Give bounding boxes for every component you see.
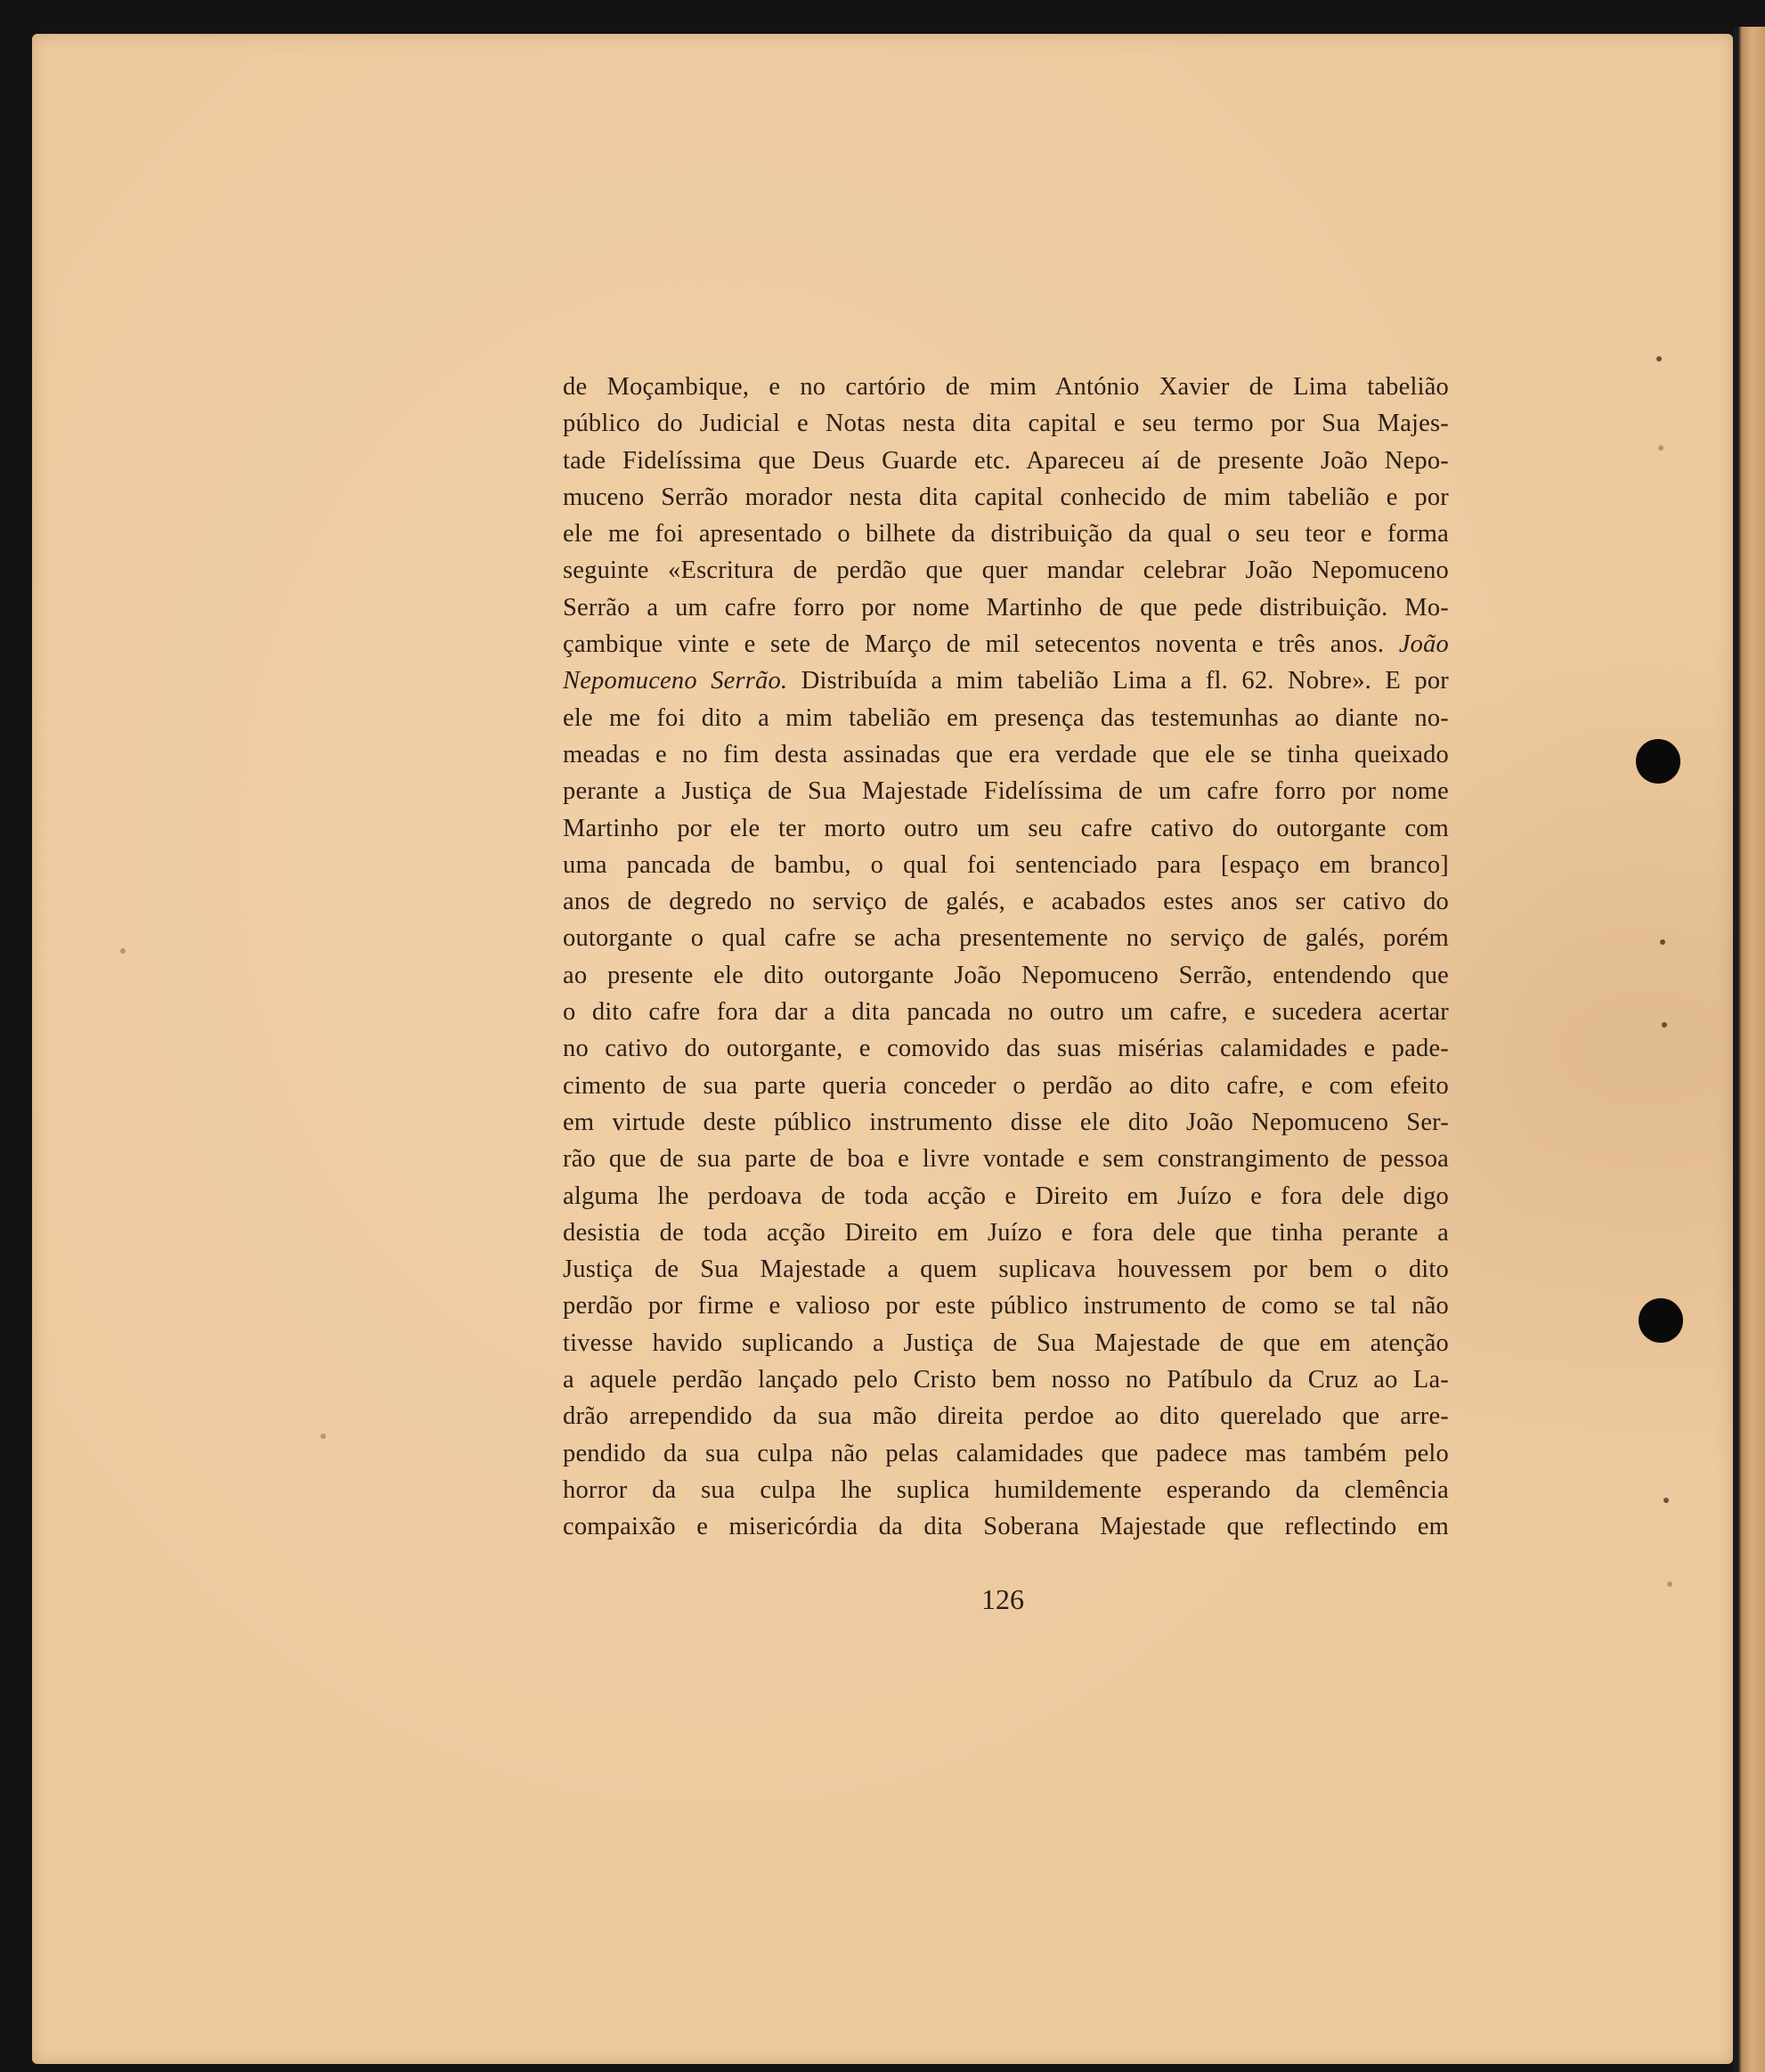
text-line: alguma lhe perdoava de toda acção e Direito em Juízo e fora dele digo bbox=[563, 1182, 1449, 1210]
punch-hole-icon bbox=[1636, 739, 1680, 784]
text-line: em virtude deste público instrumento disse ele dito João Nepomuceno Ser- bbox=[563, 1108, 1449, 1136]
paper-speck bbox=[1656, 356, 1662, 362]
text-line: uma pancada de bambu, o qual foi sentenciado para [espaço em branco] bbox=[563, 850, 1449, 879]
paper-speck bbox=[321, 1434, 326, 1439]
text-line: Martinho por ele ter morto outro um seu cafre cativo do outorgante com bbox=[563, 814, 1449, 842]
paper-speck bbox=[1667, 1581, 1672, 1587]
text-line-with-italic bbox=[563, 662, 1449, 699]
italic-name: João bbox=[1398, 630, 1449, 659]
paper-speck bbox=[1663, 1498, 1669, 1503]
text-line: ele me foi dito a mim tabelião em presença das testemunhas ao diante no- bbox=[563, 703, 1449, 732]
text-line: horror da sua culpa lhe suplica humildemente esperando da clemência bbox=[563, 1475, 1449, 1504]
text-line: perante a Justiça de Sua Majestade Fidelíssima de um cafre forro por nome bbox=[563, 777, 1449, 806]
text-line: no cativo do outorgante, e comovido das suas misérias calamidades e pade- bbox=[563, 1035, 1449, 1063]
text-segment: çambique vinte e sete de Março de mil setecentos noventa e três anos. bbox=[563, 630, 1385, 659]
text-line: público do Judicial e Notas nesta dita capital e seu termo por Sua Majes- bbox=[563, 410, 1449, 438]
text-line: ele me foi apresentado o bilhete da distribuição da qual o seu teor e forma bbox=[563, 520, 1449, 548]
text-line: cimento de sua parte queria conceder o perdão ao dito cafre, e com efeito bbox=[563, 1071, 1449, 1100]
text-line: compaixão e misericórdia da dita Soberana Majestade que reflectindo em bbox=[563, 1513, 1449, 1541]
italic-name: Nepomuceno Serrão. bbox=[563, 667, 788, 695]
text-line: o dito cafre fora dar a dita pancada no outro um cafre, e sucedera acertar bbox=[563, 998, 1449, 1027]
text-line: desistia de toda acção Direito em Juízo e fora dele que tinha perante a bbox=[563, 1218, 1449, 1247]
paper-speck bbox=[1658, 445, 1663, 451]
text-line: perdão por firme e valioso por este público instrumento de como se tal não bbox=[563, 1292, 1449, 1320]
text-line: Serrão a um cafre forro por nome Martinho de que pede distribuição. Mo- bbox=[563, 593, 1449, 622]
text-line: tivesse havido suplicando a Justiça de Sua Majestade de que em atenção bbox=[563, 1329, 1449, 1357]
paper-speck bbox=[120, 948, 126, 954]
text-line: ao presente ele dito outorgante João Nepomuceno Serrão, entendendo que bbox=[563, 961, 1449, 989]
body-text bbox=[563, 369, 1449, 1546]
text-line: anos de degredo no serviço de galés, e acabados estes anos ser cativo do bbox=[563, 888, 1449, 916]
text-line: drão arrependido da sua mão direita perdoe ao dito querelado que arre- bbox=[563, 1402, 1449, 1431]
adjacent-page-edge bbox=[1733, 27, 1765, 2072]
text-line: seguinte «Escritura de perdão que quer mandar celebrar João Nepomuceno bbox=[563, 557, 1449, 585]
text-line-with-italic bbox=[563, 626, 1449, 662]
text-line: meadas e no fim desta assinadas que era verdade que ele se tinha queixado bbox=[563, 740, 1449, 768]
text-segment: Distribuída a mim tabelião Lima a fl. 62. Nobre». E por bbox=[801, 667, 1449, 695]
text-line: de Moçambique, e no cartório de mim António Xavier de Lima tabelião bbox=[563, 373, 1449, 401]
text-line: outorgante o qual cafre se acha presentemente no serviço de galés, porém bbox=[563, 924, 1449, 953]
text-line: pendido da sua culpa não pelas calamidades que padece mas também pelo bbox=[563, 1439, 1449, 1467]
paper-speck bbox=[1662, 1022, 1667, 1028]
text-line: tade Fidelíssima que Deus Guarde etc. Apareceu aí de presente João Nepo- bbox=[563, 446, 1449, 475]
text-line: rão que de sua parte de boa e livre vontade e sem constrangimento de pessoa bbox=[563, 1145, 1449, 1174]
page-number: 126 bbox=[981, 1583, 1024, 1615]
book-page bbox=[32, 34, 1733, 2064]
text-line: a aquele perdão lançado pelo Cristo bem nosso no Patíbulo da Cruz ao La- bbox=[563, 1366, 1449, 1394]
punch-hole-icon bbox=[1639, 1298, 1683, 1343]
text-line: muceno Serrão morador nesta dita capital conhecido de mim tabelião e por bbox=[563, 483, 1449, 511]
text-line: Justiça de Sua Majestade a quem suplicava houvessem por bem o dito bbox=[563, 1255, 1449, 1284]
paper-speck bbox=[1660, 939, 1665, 945]
